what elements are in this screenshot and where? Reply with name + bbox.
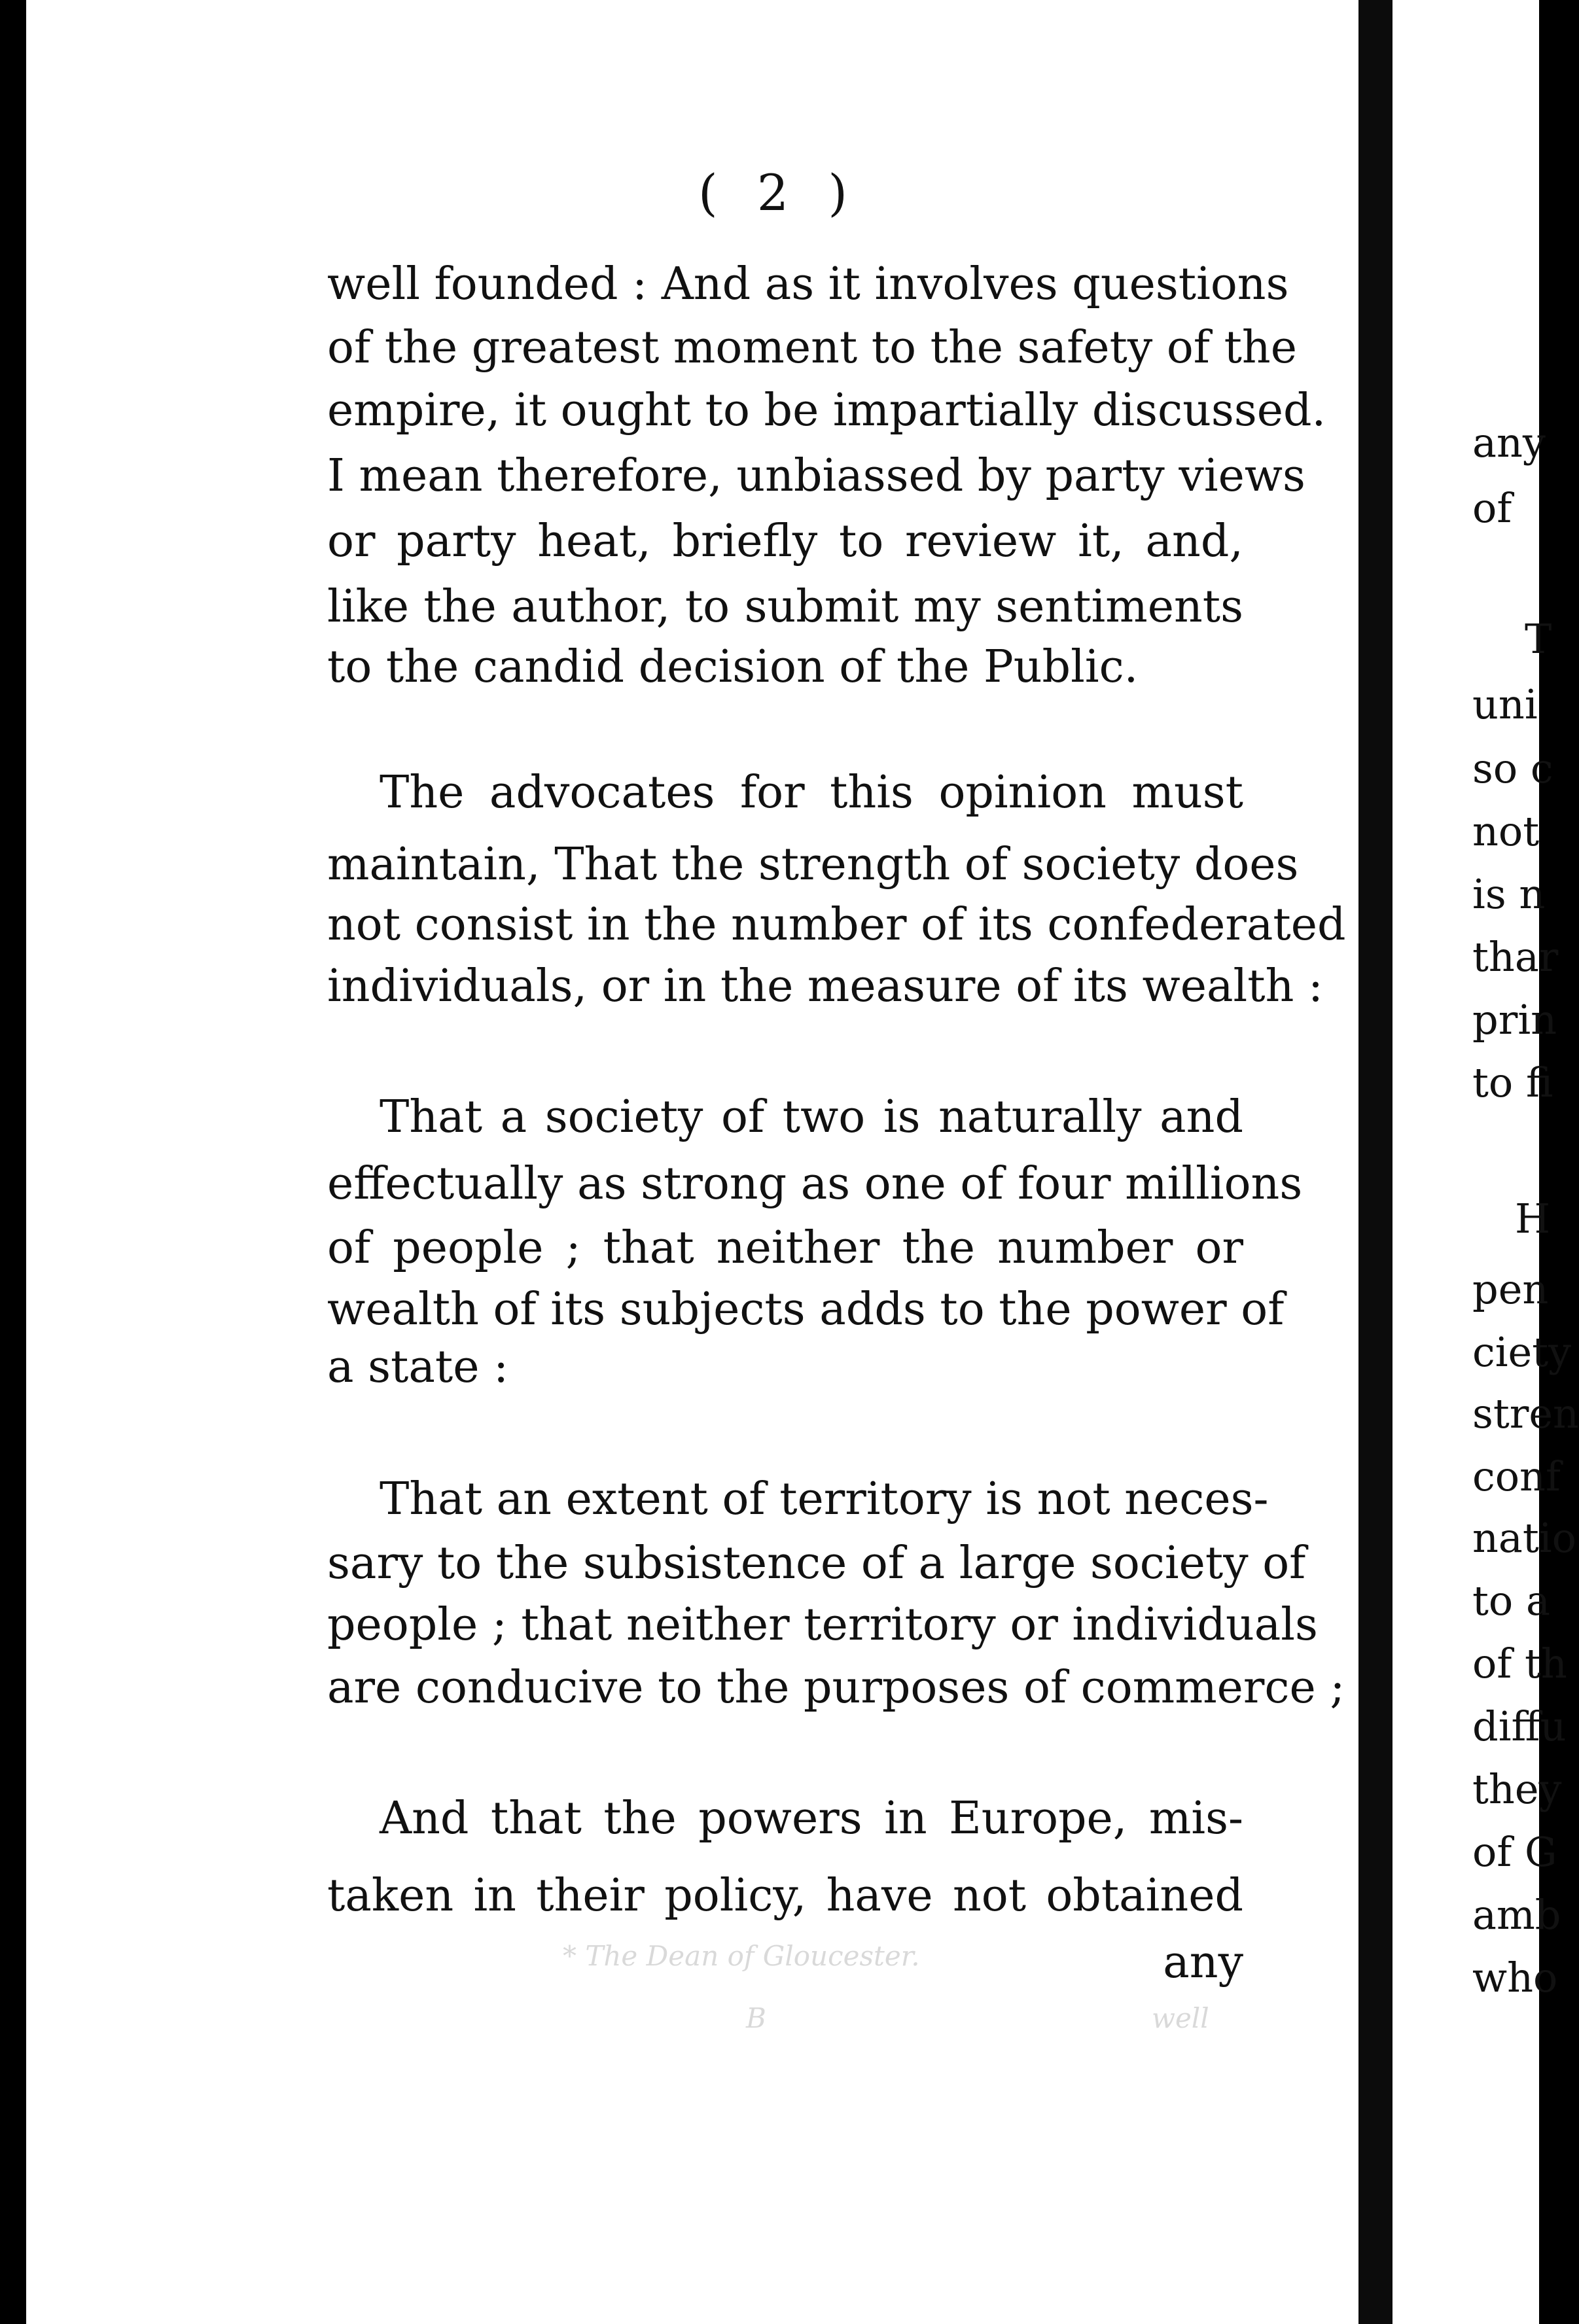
text-line: not consist in the number of its confederated [327,899,1346,951]
right-text-fragment: natio [1472,1514,1576,1562]
right-text-fragment: conf [1472,1452,1561,1500]
page-number: ( 2 ) [698,164,859,222]
paragraph-start-line: The advocates for this opinion must [380,767,1243,819]
right-text-fragment: of th [1472,1640,1567,1687]
text-line: empire, it ought to be impartially discussed. [327,385,1326,436]
right-text-fragment: so c [1472,745,1553,792]
right-text-fragment: ciety [1472,1328,1572,1376]
right-text-fragment: T [1525,615,1552,663]
text-line: individuals, or in the measure of its wealth : [327,960,1323,1012]
right-text-fragment: not [1472,807,1540,855]
text-line: effectually as strong as one of four millions [327,1158,1303,1210]
right-text-fragment: diffu [1472,1702,1567,1750]
catchword: any [1163,1937,1243,1988]
right-text-fragment: to fi [1472,1059,1553,1106]
paragraph-start-line: And that the powers in Europe, mis- [380,1793,1243,1844]
text-line: like the author, to submit my sentiments [327,581,1243,633]
right-text-fragment: who [1472,1954,1558,2001]
bleed-through-signature: B [746,2002,766,2034]
text-line: people ; that neither territory or individuals [327,1599,1318,1651]
book-gutter [1358,0,1393,2324]
text-line: of the greatest moment to the safety of the [327,322,1297,374]
right-text-fragment: of G [1472,1828,1557,1876]
text-line: maintain, That the strength of society does [327,839,1299,890]
right-text-fragment: any [1472,419,1546,467]
paragraph-start-line: That an extent of territory is not neces- [380,1473,1269,1525]
right-text-fragment: prin [1472,996,1557,1044]
bleed-through-footnote: * The Dean of Gloucester. [563,1940,920,1972]
right-text-fragment: is n [1472,870,1546,918]
text-line: well founded : And as it involves questions [327,258,1289,310]
right-text-fragment: pen [1472,1265,1549,1313]
right-text-fragment: amb [1472,1891,1561,1939]
text-line: sary to the subsistence of a large society of [327,1538,1306,1589]
text-line: are conducive to the purposes of commerce ; [327,1662,1345,1714]
text-line: a state : [327,1341,509,1393]
text-line: I mean therefore, unbiassed by party views [327,450,1305,502]
text-line: of people ; that neither the number or [327,1222,1243,1274]
bleed-through-catchword: well [1152,2002,1209,2034]
right-text-fragment: they [1472,1765,1562,1813]
text-line: wealth of its subjects adds to the power of [327,1284,1285,1335]
paragraph-start-line: That a society of two is naturally and [380,1091,1243,1143]
text-line: to the candid decision of the Public. [327,641,1139,693]
right-text-fragment: thar [1472,933,1559,981]
text-line: or party heat, briefly to review it, and, [327,516,1243,567]
right-text-fragment: of [1472,484,1512,532]
right-text-fragment: H [1515,1195,1551,1242]
right-text-fragment: stren [1472,1390,1579,1437]
right-text-fragment: to a [1472,1577,1550,1625]
right-text-fragment: uni [1472,680,1538,728]
text-line: taken in their policy, have not obtained [327,1870,1243,1922]
